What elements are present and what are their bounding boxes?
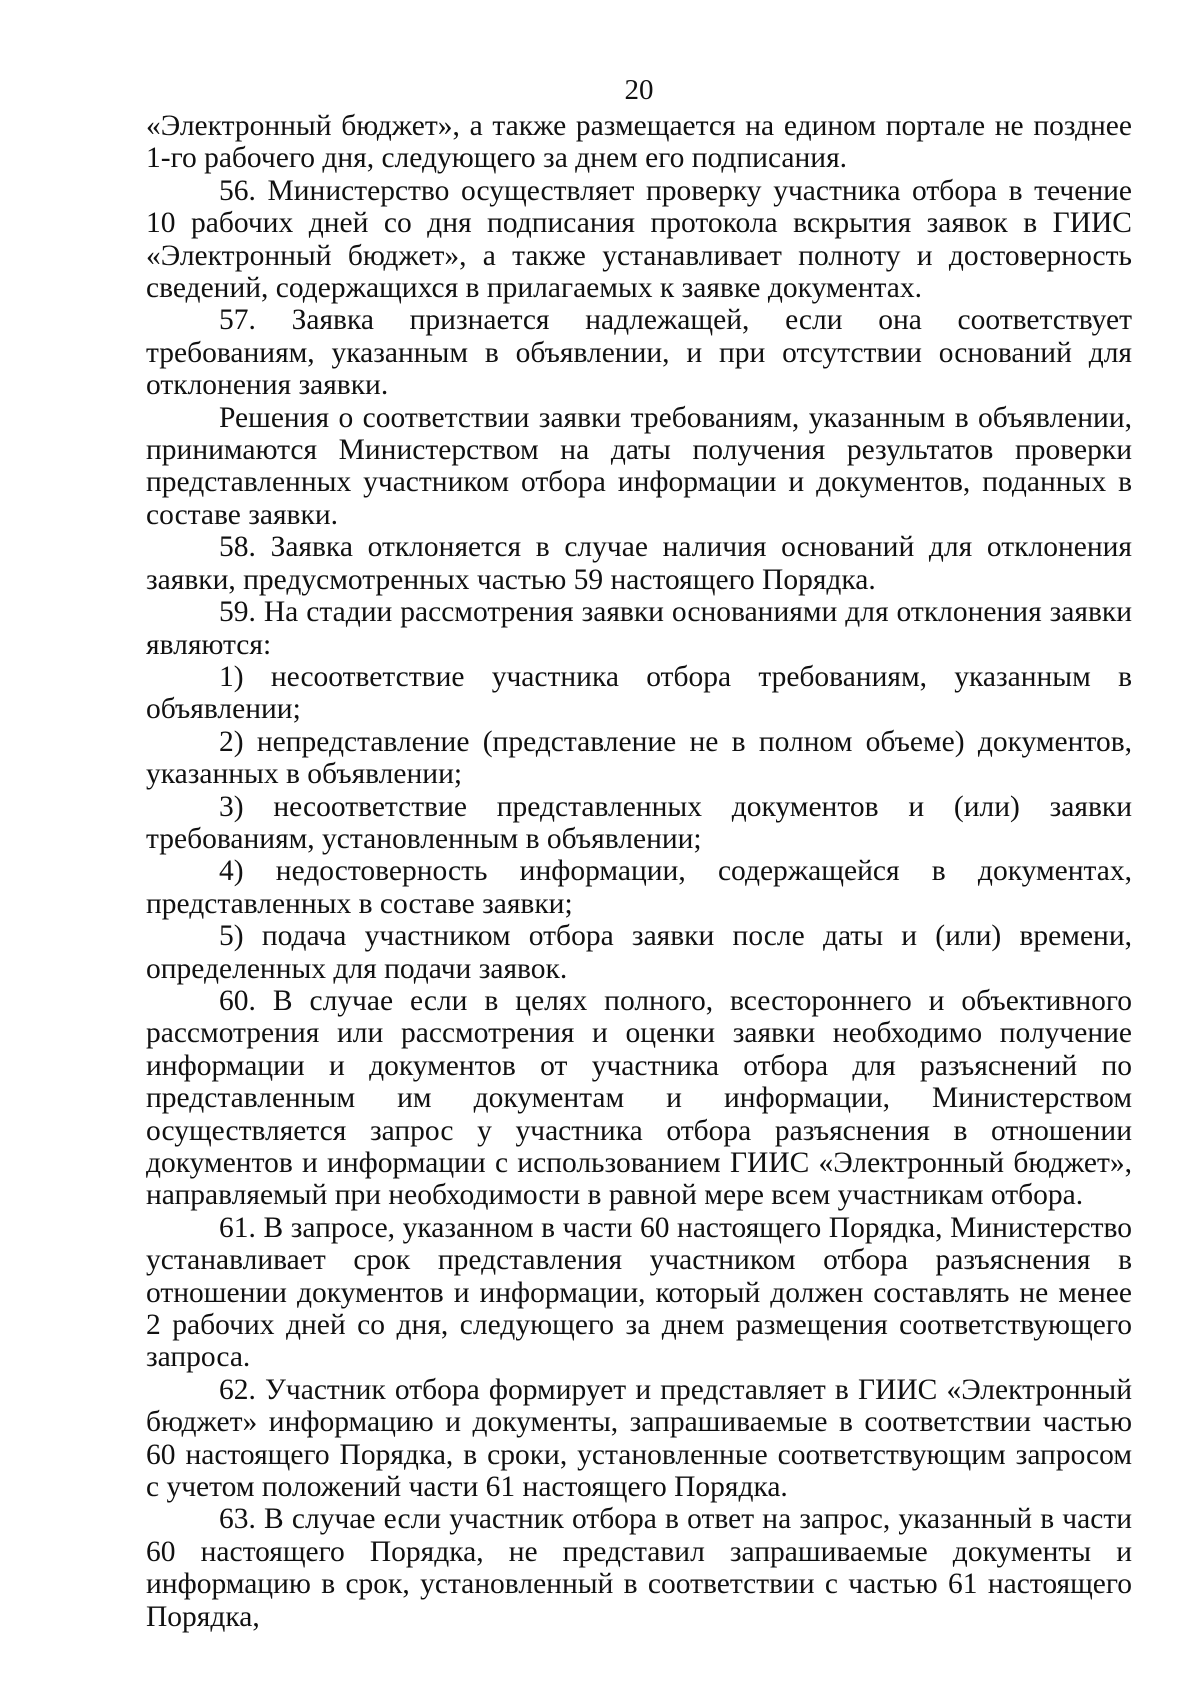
paragraph-59: 59. На стадии рассмотрения заявки основаниями для отклонения заявки являются: [146, 596, 1132, 661]
list-item-1: 1) несоответствие участника отбора требованиям, указанным в объявлении; [146, 660, 1132, 726]
list-item-2: 2) непредставление (представление не в полном объеме) документов, указанных в объявлении; [146, 725, 1132, 791]
paragraph-61: 61. В запросе, указанном в части 60 настоящего Порядка, Министерство устанавливает срок представления участником отбора разъяснения в отношении документов и информации, который должен составлять не менее 2 рабочих дней со дня, следующего за днем размещения соответствующего запроса. [146, 1211, 1132, 1374]
list-item-4: 4) недостоверность информации, содержащейся в документах, представленных в составе заявки; [146, 855, 1132, 920]
paragraph-57: 57. Заявка признается надлежащей, если она соответствует требованиям, указанным в объявлении, и при отсутствии оснований для отклонения заявки. [146, 304, 1132, 402]
paragraph-continuation: «Электронный бюджет», а также размещается на едином портале не позднее 1-го рабочего дня, следующего за днем его подписания. [146, 110, 1132, 175]
paragraph-58: 58. Заявка отклоняется в случае наличия оснований для отклонения заявки, предусмотренных частью 59 настоящего Порядка. [146, 531, 1132, 596]
paragraph-60: 60. В случае если в целях полного, всестороннего и объективного рассмотрения или рассмотрения и оценки заявки необходимо получение информации и документов от участника отбора для разъяснений по представленным им документам и информации, Министерством осуществляется запрос у участника отбора разъяснения в отношении документов и информации с использованием ГИИС «Электронный бюджет», направляемый при необходимости в равной мере всем участникам отбора. [146, 984, 1132, 1212]
document-page [146, 70, 1132, 1633]
paragraph-56: 56. Министерство осуществляет проверку участника отбора в течение 10 рабочих дней со дня подписания протокола вскрытия заявок в ГИИС «Электронный бюджет», а также устанавливает полноту и достоверность сведений, содержащихся в прилагаемых к заявке документах. [146, 174, 1132, 305]
paragraph-62: 62. Участник отбора формирует и представляет в ГИИС «Электронный бюджет» информацию и документы, запрашиваемые в соответствии частью 60 настоящего Порядка, в сроки, установленные соответствующим запросом с учетом положений части 61 настоящего Порядка. [146, 1373, 1132, 1504]
page-number: 20 [624, 74, 654, 106]
list-item-3: 3) несоответствие представленных документов и (или) заявки требованиям, установленным в объявлении; [146, 790, 1132, 855]
paragraph-63: 63. В случае если участник отбора в ответ на запрос, указанный в части 60 настоящего Порядка, не представил запрашиваемые документы и информацию в срок, установленный в соответствии с частью 61 настоящего Порядка, [146, 1503, 1132, 1633]
list-item-5: 5) подача участником отбора заявки после даты и (или) времени, определенных для подачи заявок. [146, 920, 1132, 985]
paragraph-57-decision: Решения о соответствии заявки требованиям, указанным в объявлении, принимаются Министерством на даты получения результатов проверки представленных участником отбора информации и документов, поданных в составе заявки. [146, 401, 1132, 531]
